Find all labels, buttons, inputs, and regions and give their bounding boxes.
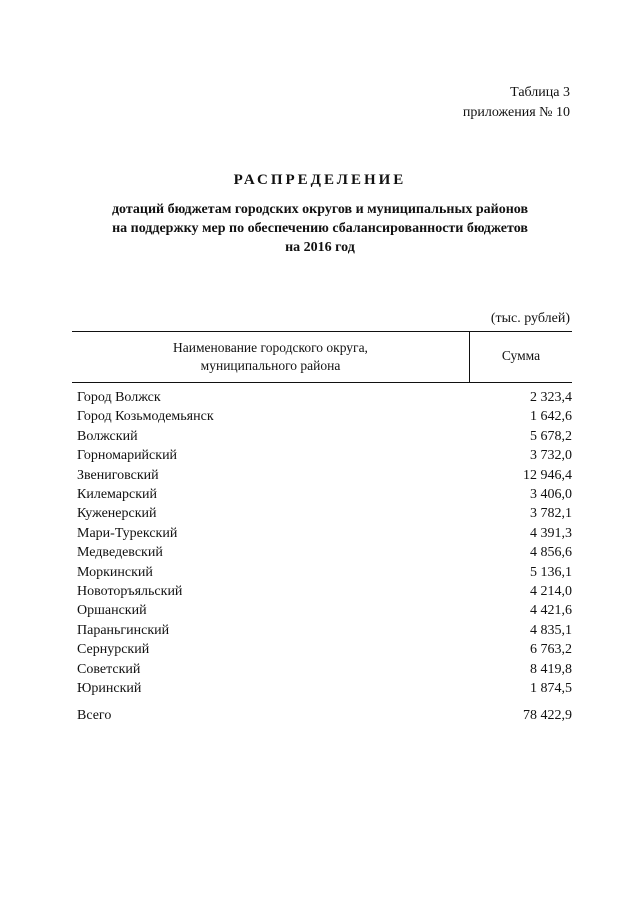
subsidy-amount: 5 136,1	[530, 564, 572, 580]
district-name: Горномарийский	[77, 448, 178, 464]
district-name: Город Козьмодемьянск	[77, 409, 214, 425]
subtitle-line-2: на поддержку мер по обеспечению сбалансированности бюджетов	[112, 221, 528, 236]
subsidy-amount: 5 678,2	[530, 428, 572, 444]
table-top-border	[72, 331, 572, 332]
district-name: Сернурский	[77, 642, 150, 658]
district-name: Медведевский	[77, 545, 163, 561]
subsidy-amount: 4 391,3	[530, 525, 572, 541]
table-row	[77, 446, 572, 465]
subtitle-line-1: дотаций бюджетам городских округов и муниципальных районов	[111, 202, 529, 217]
district-name: Звениговский	[77, 467, 159, 483]
subsidy-amount: 8 419,8	[530, 661, 572, 677]
district-name: Параньгинский	[77, 622, 170, 638]
table-row	[77, 504, 572, 523]
district-name: Куженерский	[77, 506, 157, 522]
table-row	[77, 543, 572, 562]
table-row	[77, 601, 572, 620]
subsidy-amount: 3 406,0	[530, 487, 572, 502]
units-label: (тыс. рублей)	[490, 311, 570, 326]
table-row	[77, 388, 572, 407]
document-title: РАСПРЕДЕЛЕНИЕ	[233, 172, 407, 188]
district-name: Город Волжск	[77, 390, 161, 405]
header-name-column	[72, 339, 469, 375]
subsidy-amount: 4 835,1	[530, 622, 572, 638]
district-name: Новоторъяльский	[77, 584, 183, 599]
subsidy-amount: 1 642,6	[530, 409, 572, 425]
table-row	[77, 640, 572, 659]
table-row	[77, 660, 572, 679]
subsidy-amount: 3 732,0	[530, 448, 572, 464]
subsidy-amount: 4 421,6	[530, 603, 572, 619]
document-subtitle	[0, 200, 640, 257]
total-value: 78 422,9	[523, 708, 572, 723]
table-row	[77, 427, 572, 446]
subsidy-amount: 4 856,6	[530, 545, 572, 561]
header-bottom-border	[72, 382, 572, 383]
appendix-number: приложения № 10	[462, 105, 570, 120]
header-name-line-2: муниципального района	[200, 358, 341, 373]
district-name: Советский	[77, 661, 141, 677]
subsidy-amount: 1 874,5	[530, 681, 572, 696]
subsidy-amount: 3 782,1	[530, 506, 572, 522]
district-name: Моркинский	[77, 564, 153, 580]
subsidy-amount: 2 323,4	[530, 390, 572, 405]
subsidy-amount: 12 946,4	[523, 467, 572, 483]
subtitle-line-3: на 2016 год	[285, 240, 355, 255]
table-row	[77, 524, 572, 543]
header-name-line-1: Наименование городского округа,	[173, 340, 368, 355]
table-row	[77, 407, 572, 426]
district-name: Юринский	[77, 681, 142, 696]
district-name: Мари-Турекский	[77, 525, 178, 541]
table-row	[77, 582, 572, 601]
total-label: Всего	[77, 708, 112, 723]
total-row	[77, 706, 572, 725]
subsidy-amount: 4 214,0	[530, 584, 572, 599]
district-name: Килемарский	[77, 487, 158, 502]
table-number: Таблица 3	[510, 85, 570, 100]
table-row	[77, 466, 572, 485]
table-row	[77, 621, 572, 640]
table-row	[77, 679, 572, 698]
header-sum-column: Сумма	[501, 348, 541, 363]
table-row	[77, 485, 572, 504]
district-name: Волжский	[77, 428, 138, 444]
subsidy-amount: 6 763,2	[530, 642, 572, 658]
table-row	[77, 563, 572, 582]
district-name: Оршанский	[77, 603, 147, 619]
